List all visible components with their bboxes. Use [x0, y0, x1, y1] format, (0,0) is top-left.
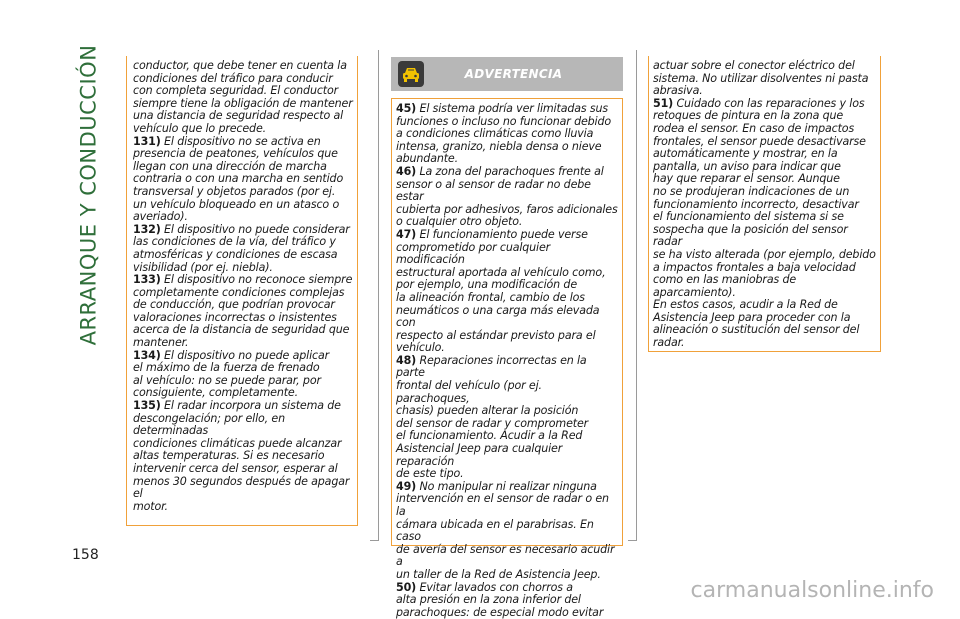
- text-line: una distancia de seguridad respecto al: [133, 109, 344, 123]
- text-line: de avería del sensor es necesario acudir a: [396, 542, 615, 569]
- note-number: 133): [133, 273, 161, 287]
- note-number: 51): [653, 96, 674, 110]
- note-number: 46): [396, 164, 417, 178]
- text-line: Asistencia Jeep para proceder con la: [653, 310, 851, 324]
- text-line: sensor o al sensor de radar no debe estar: [396, 177, 591, 204]
- section-title: [70, 44, 106, 346]
- text-line: transversal y objetos parados (por ej.: [133, 184, 336, 198]
- text-line: como en las maniobras de aparcamiento).: [653, 273, 797, 299]
- text-line: El dispositivo no reconoce siempre: [164, 273, 353, 287]
- text-line: estructural aportada al vehículo como,: [396, 265, 606, 279]
- text-line: frontal del vehículo (por ej. parachoques,: [396, 379, 542, 405]
- text-line: alineación o sustitución del sensor del: [653, 323, 860, 337]
- text-line: cámara ubicada en el parabrisas. En caso: [396, 517, 594, 544]
- note-132: [133, 224, 353, 274]
- text-line: hay que reparar el sensor. Aunque: [653, 172, 840, 186]
- text-line: intervención en el sensor de radar o en la: [396, 492, 609, 518]
- text-line: funciones o incluso no funcionar debido: [396, 114, 612, 128]
- warning-title: ADVERTENCIA: [464, 67, 563, 81]
- text-line: En estos casos, acudir a la Red de: [653, 298, 838, 312]
- text-line: automáticamente y mostrar, en la: [653, 147, 838, 161]
- text-line: radar.: [653, 336, 685, 350]
- text-line: actuar sobre el conector eléctrico del: [653, 59, 855, 72]
- notes-column-1: [126, 56, 358, 526]
- note-46: [396, 166, 618, 229]
- notes-column-2: [391, 98, 623, 619]
- note-45: [396, 103, 618, 166]
- text-line: las condiciones de la vía, del tráfico y: [133, 235, 336, 249]
- column-divider-1-foot: [370, 540, 379, 541]
- text-line: vehículo que lo precede.: [133, 121, 266, 135]
- text-line: por ejemplo, una modificación de: [396, 278, 578, 292]
- intro-text: [133, 60, 353, 136]
- text-line: abrasiva.: [653, 84, 703, 98]
- text-line: intervenir cerca del sensor, esperar al: [133, 462, 338, 475]
- text-line: valoraciones incorrectas o insistentes: [133, 310, 337, 324]
- text-line: el funcionamiento. Acudir a la Red: [396, 429, 583, 443]
- text-line: rodea el sensor. En caso de impactos: [653, 121, 855, 135]
- text-line: altas temperaturas. Si es necesario: [133, 449, 325, 463]
- text-line: abundante.: [396, 152, 458, 166]
- text-line: acerca de la distancia de seguridad que: [133, 323, 350, 337]
- section-title-text: ARRANQUE Y CONDUCCIÓN: [76, 44, 101, 346]
- text-line: no se produjeran indicaciones de un: [653, 184, 850, 198]
- column-divider-1: [378, 50, 379, 540]
- text-line: el funcionamiento del sistema si se: [653, 210, 844, 224]
- text-line: parachoques: de especial modo evitar: [396, 605, 604, 619]
- note-number: 135): [133, 399, 161, 413]
- column-divider-2-foot: [628, 540, 637, 541]
- text-line: El funcionamiento puede verse: [419, 227, 588, 241]
- warning-header: [391, 57, 623, 91]
- text-line: La zona del parachoques frente al: [419, 164, 604, 178]
- text-line: Reparaciones incorrectas en la parte: [396, 353, 587, 380]
- text-line: llegan con una dirección de marcha: [133, 159, 327, 173]
- note-49: [396, 481, 618, 582]
- intro-text: [653, 60, 876, 98]
- note-47: [396, 229, 618, 355]
- text-line: completamente condiciones complejas: [133, 285, 345, 299]
- note-134: [133, 350, 353, 400]
- note-number: 132): [133, 222, 161, 236]
- note-133: [133, 274, 353, 350]
- note-48: [396, 355, 618, 481]
- text-line: motor.: [133, 499, 168, 513]
- note-number: 134): [133, 348, 161, 362]
- text-line: No manipular ni realizar ninguna: [419, 479, 597, 493]
- column-divider-2: [636, 50, 637, 540]
- text-line: contraria o con una marcha en sentido: [133, 172, 344, 186]
- text-line: la alineación frontal, cambio de los: [396, 290, 585, 304]
- text-line: visibilidad (por ej. niebla).: [133, 260, 273, 274]
- text-line: intensa, granizo, niebla densa o nieve: [396, 139, 602, 153]
- note-50: [396, 582, 618, 619]
- text-line: atmosféricas y condiciones de escasa: [133, 247, 338, 261]
- text-line: consiguiente, completamente.: [133, 386, 298, 400]
- text-line: funcionamiento incorrecto, desactivar: [653, 197, 859, 211]
- text-line: siempre tiene la obligación de mantener: [133, 96, 353, 110]
- text-line: El dispositivo no puede aplicar: [164, 348, 330, 362]
- text-line: Evitar lavados con chorros a: [419, 580, 573, 594]
- text-line: al vehículo: no se puede parar, por: [133, 373, 321, 387]
- note-51: [653, 98, 876, 350]
- text-line: conductor, que debe tener en cuenta la: [133, 59, 347, 72]
- text-line: el máximo de la fuerza de frenado: [133, 361, 320, 375]
- text-line: El dispositivo no se activa en: [164, 134, 321, 148]
- page-number: 158: [72, 547, 99, 563]
- text-line: a condiciones climáticas como lluvia: [396, 127, 594, 141]
- text-line: alta presión en la zona inferior del: [396, 593, 581, 607]
- text-line: sistema. No utilizar disolventes ni pasta: [653, 71, 869, 85]
- text-line: frontales, el sensor puede desactivarse: [653, 134, 866, 148]
- text-line: un taller de la Red de Asistencia Jeep.: [396, 567, 601, 581]
- note-number: 47): [396, 227, 417, 241]
- text-line: comprometido por cualquier modificación: [396, 240, 551, 267]
- text-line: a impactos frontales a baja velocidad: [653, 260, 856, 274]
- text-line: sospecha que la posición del sensor radar: [653, 222, 848, 249]
- text-line: averiado).: [133, 210, 188, 224]
- text-line: de conducción, que podrían provocar: [133, 298, 335, 312]
- text-line: cubierta por adhesivos, faros adicionales: [396, 202, 618, 216]
- car-warning-icon: [398, 61, 424, 87]
- text-line: de este tipo.: [396, 467, 464, 481]
- text-line: se ha visto alterada (por ejemplo, debido: [653, 247, 876, 261]
- text-line: Cuidado con las reparaciones y los: [676, 96, 865, 110]
- text-line: o cualquier otro objeto.: [396, 215, 523, 229]
- text-line: mantener.: [133, 336, 189, 350]
- note-131: [133, 136, 353, 224]
- note-number: 131): [133, 134, 161, 148]
- text-line: Asistencial Jeep para cualquier reparación: [396, 442, 563, 468]
- note-135: [133, 400, 353, 513]
- text-line: chasis) pueden alterar la posición: [396, 404, 579, 418]
- text-line: vehículo.: [396, 341, 445, 355]
- note-number: 50): [396, 580, 417, 594]
- text-line: descongelación; por ello, en determinadas: [133, 411, 285, 438]
- notes-column-3: [648, 56, 881, 352]
- text-line: El sistema podría ver limitadas sus: [419, 102, 609, 115]
- note-number: 49): [396, 479, 417, 493]
- text-line: El radar incorpora un sistema de: [164, 399, 341, 413]
- text-line: neumáticos o una carga más elevada con: [396, 303, 600, 330]
- text-line: pantalla, un aviso para indicar que: [653, 159, 841, 173]
- text-line: del sensor de radar y comprometer: [396, 416, 589, 430]
- text-line: con completa seguridad. El conductor: [133, 84, 339, 98]
- text-line: un vehículo bloqueado en un atasco o: [133, 197, 340, 211]
- text-line: menos 30 segundos después de apagar el: [133, 474, 350, 501]
- note-number: 45): [396, 102, 417, 115]
- watermark: carmanualsonline.info: [690, 578, 934, 603]
- note-number: 48): [396, 353, 417, 367]
- text-line: El dispositivo no puede considerar: [164, 222, 350, 236]
- text-line: presencia de peatones, vehículos que: [133, 147, 338, 161]
- text-line: condiciones del tráfico para conducir: [133, 71, 333, 85]
- text-line: respecto al estándar previsto para el: [396, 328, 596, 342]
- text-line: retoques de pintura en la zona que: [653, 109, 844, 123]
- text-line: condiciones climáticas puede alcanzar: [133, 436, 342, 450]
